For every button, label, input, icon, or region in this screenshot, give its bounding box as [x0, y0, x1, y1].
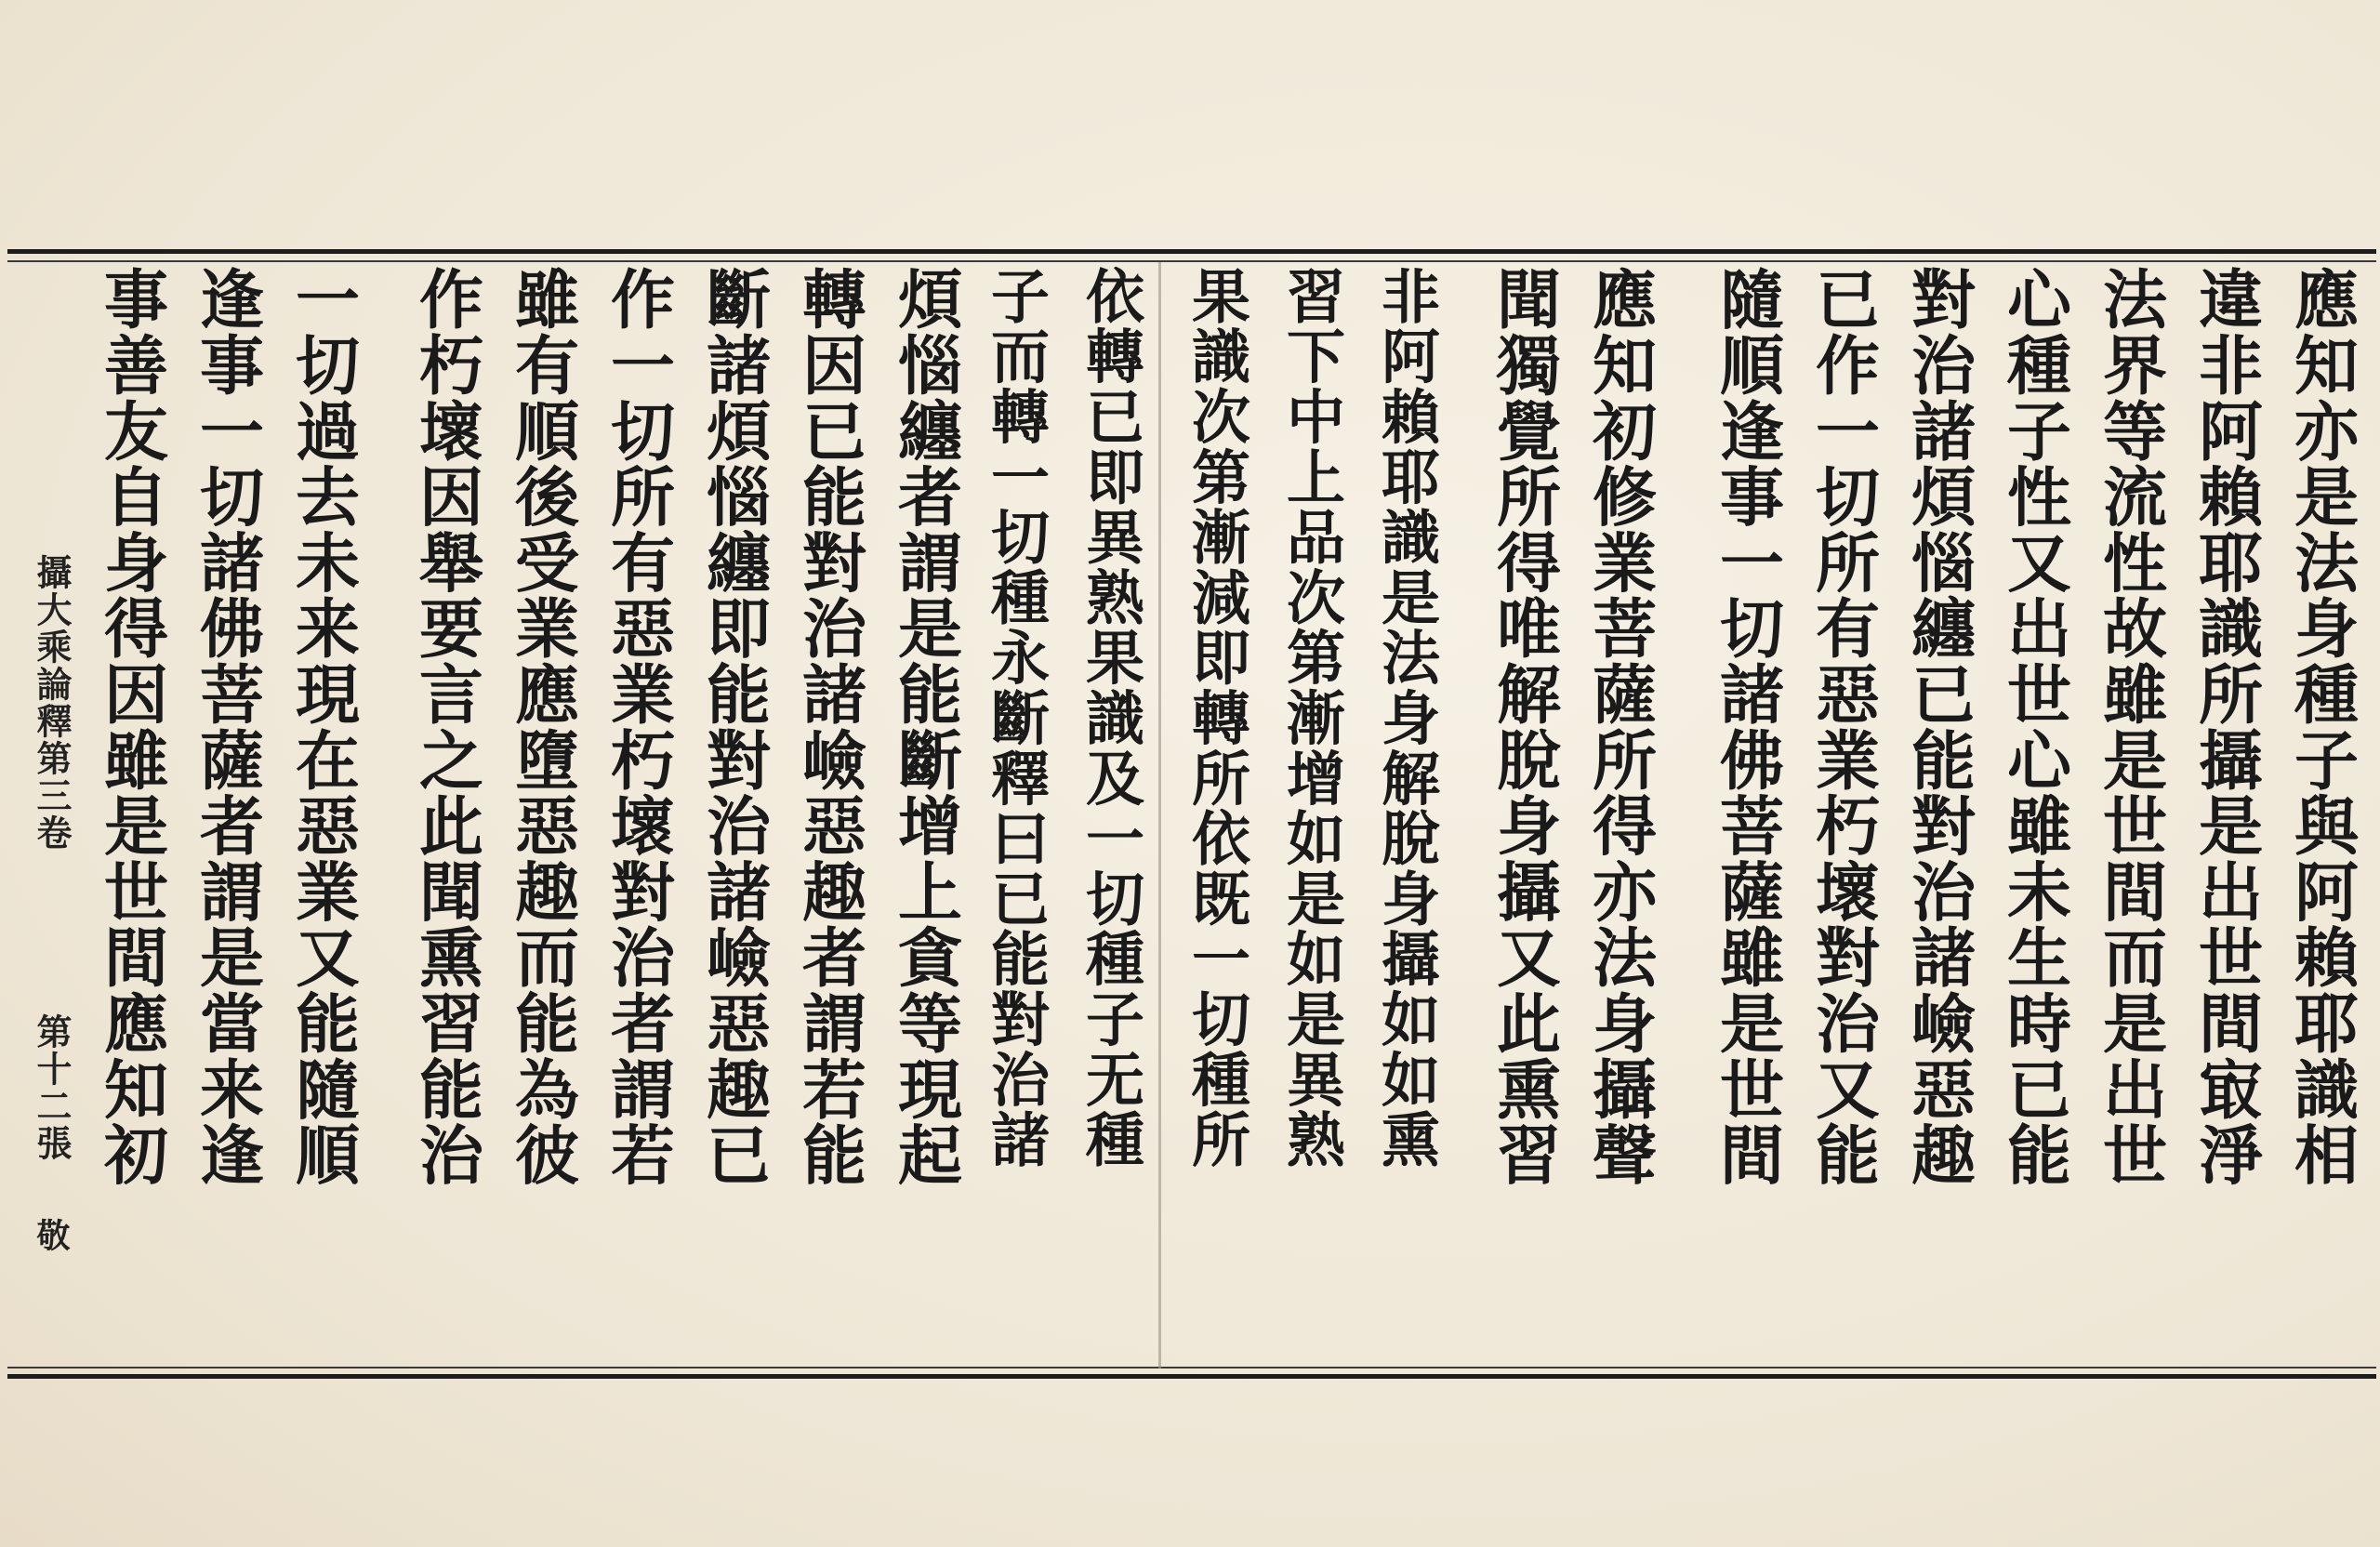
text-column-6: 已作一切所有惡業朽壞對治又能 — [1805, 266, 1880, 1188]
center-fold-line — [1158, 262, 1161, 1368]
bottom-inner-rule — [7, 1367, 2376, 1368]
text-column-11: 習下中上品次第漸增如是如是異熟 — [1277, 266, 1346, 1170]
text-column-9: 聞獨覺所得唯解脫身攝又此熏習 — [1486, 266, 1561, 1188]
text-column-16: 轉因已能對治諸嶮惡趣者謂若能 — [791, 266, 866, 1188]
text-column-15: 煩惱纏者謂是能斷增上貪等現起 — [887, 266, 962, 1188]
text-column-21: 一切過去未来現在惡業又能隨順 — [284, 266, 360, 1188]
carver-mark: 敬 — [32, 1218, 71, 1251]
text-column-17: 斷諸煩惱纏即能對治諸嶮惡趣已 — [695, 266, 771, 1188]
text-column-19: 雖有順後受業應墮惡趣而能為彼 — [504, 266, 579, 1188]
text-column-4: 心種子性又出世心雖未生時已能 — [1996, 266, 2071, 1188]
text-column-20: 作朽壞因舉要言之此聞熏習能治 — [408, 266, 483, 1188]
volume-title: 攝大乘論釋第三卷 — [31, 554, 73, 852]
text-column-14: 子而轉一切種永斷釋曰已能對治諸 — [982, 266, 1051, 1170]
text-column-3: 法界等流性故雖是世間而是出世 — [2092, 266, 2167, 1188]
text-column-22: 逢事一切諸佛菩薩者謂是當来逢 — [189, 266, 264, 1188]
leaf-number: 第十二張 — [31, 1013, 73, 1162]
text-column-13: 依轉已即異熟果識及一切種子无種 — [1077, 266, 1145, 1170]
text-column-1: 應知亦是法身種子與阿賴耶識相 — [2283, 266, 2359, 1188]
text-column-18: 作一切所有惡業朽壞對治者謂若 — [600, 266, 675, 1188]
text-column-2: 違非阿賴耶識所攝是出世間㝡淨 — [2188, 266, 2263, 1188]
bottom-border-rule — [7, 1374, 2376, 1379]
text-column-10: 非阿賴耶識是法身解脫身攝如如熏 — [1372, 266, 1441, 1170]
text-column-5: 對治諸煩惱纏已能對治諸嶮惡趣 — [1900, 266, 1976, 1188]
text-column-8: 應知初修業菩薩所得亦法身攝聲 — [1581, 266, 1657, 1188]
text-column-7: 隨順逢事一切諸佛菩薩雖是世間 — [1709, 266, 1784, 1188]
text-column-23: 事善友自身得因雖是世間應知初 — [93, 266, 168, 1188]
top-inner-rule — [7, 260, 2376, 262]
top-border-rule — [7, 249, 2376, 254]
text-column-12: 果識次第漸減即轉所依既一切種所 — [1183, 266, 1251, 1170]
